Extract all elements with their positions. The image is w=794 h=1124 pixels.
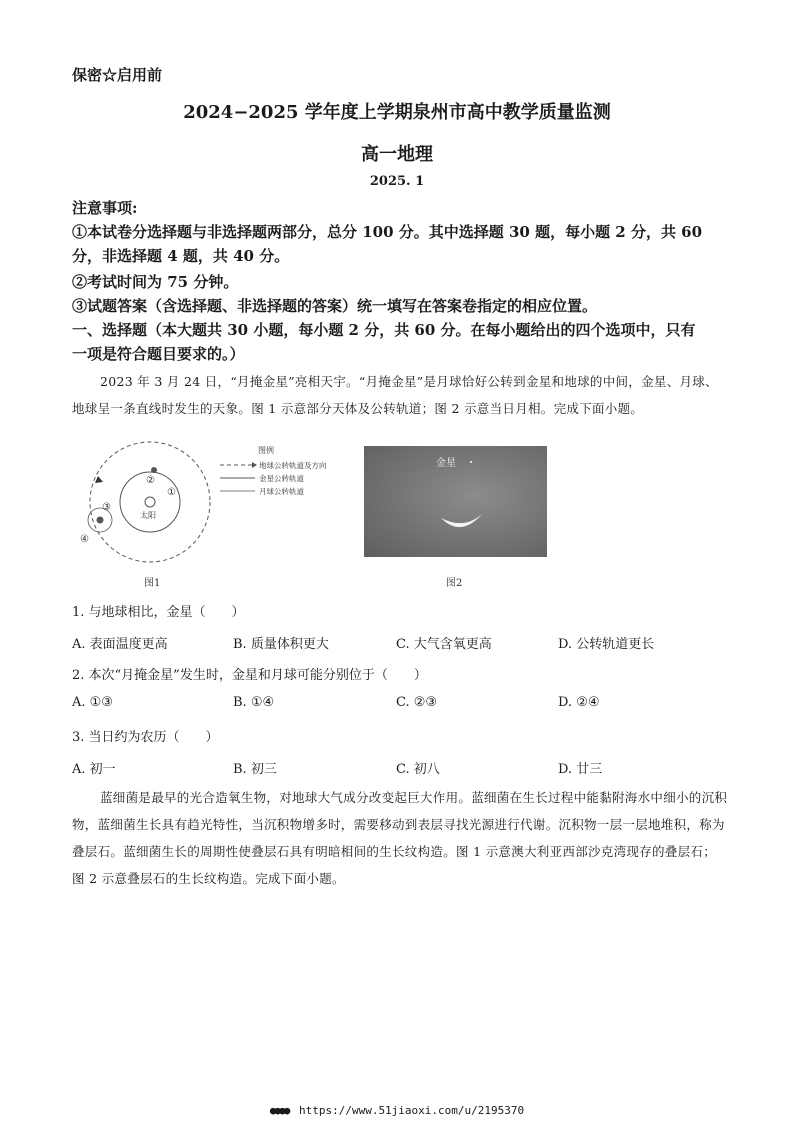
question-2-stem: 2. 本次“月掩金星”发生时，金星和月球可能分别位于（ ） [72, 668, 427, 683]
question-1-option-c: C. 大气含氧更高 [396, 637, 492, 652]
earth-dot [97, 517, 104, 524]
legend-title: 图例 [258, 446, 274, 455]
question-1-option-d: D. 公转轨道更长 [558, 637, 655, 652]
question-3-option-b: B. 初三 [233, 762, 277, 777]
sun-icon [145, 497, 155, 507]
figure-2-photo [364, 446, 547, 557]
question-2-option-b: B. ①④ [233, 695, 275, 710]
notes-item-3: ③试题答案（含选择题、非选择题的答案）统一填写在答案卷指定的相应位置。 [72, 297, 598, 315]
figure-1-caption: 图1 [144, 578, 161, 589]
subject-title: 高一地理 [361, 144, 433, 165]
confidential-label: 保密☆启用前 [72, 66, 163, 84]
section-heading-line-2: 一项是符合题目要求的。） [72, 345, 245, 363]
question-1-option-a: A. 表面温度更高 [72, 637, 168, 652]
footer [0, 1104, 794, 1117]
figure-2-caption: 图2 [446, 578, 463, 589]
passage-2: 蓝细菌是最早的光合造氧生物，对地球大气成分改变起巨大作用。蓝细菌在生长过程中能黏附海水中细小的沉积物，蓝细菌生长具有趋光特性，当沉积物增多时，需要移动到表层寻找光源进行代谢。沉积物一层一层地堆积，称为叠层石。蓝细菌生长的周期性使叠层石具有明暗相间的生长纹构造。图 1 示意澳大利亚西部沙克湾现存的叠层石；图 2 示意叠层石的生长纹构造。完成下面小题。 [72, 790, 728, 886]
question-3-option-d: D. 廿三 [558, 762, 603, 777]
question-1-option-b: B. 质量体积更大 [233, 637, 329, 652]
marker-2: ② [146, 475, 155, 486]
legend-item-earth: 地球公转轨道及方向 [259, 461, 327, 470]
legend-item-moon: 月球公转轨道 [259, 487, 304, 496]
footer-url[interactable]: https://www.51jiaoxi.com/u/2195370 [298, 1104, 525, 1117]
exam-date: 2025. 1 [369, 174, 425, 189]
section-heading-line-1: 一、选择题（本大题共 30 小题，每小题 2 分，共 60 分。在每小题给出的四个选项中，只有 [72, 321, 696, 339]
question-2-option-a: A. ①③ [72, 695, 113, 710]
question-3-stem: 3. 当日约为农历（ ） [72, 730, 219, 745]
notes-item-2: ②考试时间为 75 分钟。 [72, 273, 239, 291]
marker-4: ④ [80, 534, 89, 545]
question-1-stem: 1. 与地球相比，金星（ ） [72, 605, 245, 620]
crescent-moon-icon [436, 508, 486, 538]
marker-3: ③ [102, 502, 111, 513]
legend-arrow-icon [252, 462, 257, 468]
marker-1: ① [167, 487, 176, 498]
notes-heading: 注意事项: [72, 199, 138, 217]
footer-dots: ●●●● [269, 1104, 289, 1117]
legend-item-venus: 金星公转轨道 [259, 474, 304, 483]
question-2-option-c: C. ②③ [396, 695, 438, 710]
passage-1: 2023 年 3 月 24 日，“月掩金星”亮相天宇。“月掩金星”是月球恰好公转到金星和地球的中间，金星、月球、地球呈一条直线时发生的天象。图 1 示意部分天体及公转轨道；图 2 示意当日月相。完成下面小题。 [72, 374, 718, 416]
venus-point [470, 461, 472, 463]
sun-label: 太阳 [140, 511, 156, 520]
question-2-option-d: D. ②④ [558, 695, 600, 710]
exam-title: 2024−2025 学年度上学期泉州市高中教学质量监测 [183, 102, 611, 123]
question-3-option-a: A. 初一 [72, 762, 116, 777]
question-3-option-c: C. 初八 [396, 762, 440, 777]
figure-1-orbit-diagram [70, 440, 350, 570]
notes-item-1-line-1: ①本试卷分选择题与非选择题两部分，总分 100 分。其中选择题 30 题，每小题 2 分，共 60 [72, 223, 703, 241]
notes-item-1-line-2: 分，非选择题 4 题，共 40 分。 [72, 247, 290, 265]
venus-label: 金星 [436, 458, 456, 469]
venus-dot [151, 467, 157, 473]
orbit-direction-arrow [95, 476, 103, 483]
